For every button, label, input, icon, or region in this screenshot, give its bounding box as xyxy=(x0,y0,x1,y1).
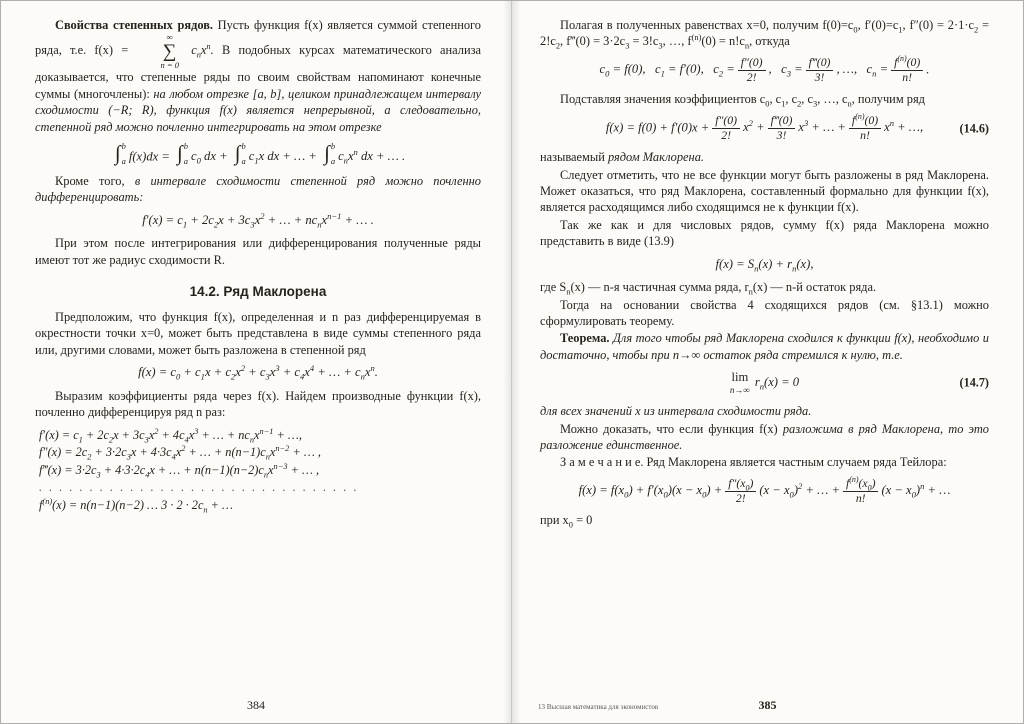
page-left xyxy=(1,1,512,723)
integral-limits xyxy=(122,142,126,166)
equation-number: (14.6) xyxy=(959,120,989,135)
integral-sign xyxy=(177,142,190,166)
integral-sign xyxy=(115,142,128,166)
formula-segment: $(x - x_0)^2$ + … + xyxy=(759,481,840,500)
paragraph-series-assembly: Подставляя значения коэффициентов $c_0$, $c_1$, $c_2$, $c_3$, …, $c_n$, получим ряд xyxy=(560,92,925,109)
paragraph-substitution: Полагая в полученных равенствах x=0, получим $f(0)=c_0$, $f'(0)=c_1$, $f''(0) = 2\cdot 1\cdot c_2 = 2!c_2$, f‴(0) = $3\cdot 2c_3 = 3!c_3$, …, $f^{(n)}(0) = n!c_n$, откуда xyxy=(540,18,989,51)
paragraph-named-series xyxy=(540,149,989,165)
paragraph-lead: Свойства степенных рядов. xyxy=(55,18,214,32)
formula-segment: $(x - x_0)^n$ + … xyxy=(881,481,951,500)
formula-segment: . xyxy=(926,62,930,77)
fraction xyxy=(891,53,923,85)
fraction xyxy=(712,115,740,143)
ellipsis-row: . . . . . . . . . . . . . . . . . . . . . . . . . . . . . . . . xyxy=(39,480,359,495)
paragraph-remark xyxy=(540,454,989,470)
integral-glyph-icon: ∫ xyxy=(114,141,121,166)
integral-lower-limit: a xyxy=(241,156,246,167)
fraction-numerator: $f''(x_0)$ xyxy=(725,478,756,492)
formula-segment: $x^n$ + …, xyxy=(884,118,924,135)
limit-operator xyxy=(730,370,750,396)
remark-label: З а м е ч а н и е. xyxy=(560,455,644,470)
integral-formula xyxy=(35,142,481,166)
fraction xyxy=(738,57,766,85)
fraction-denominator: 3! xyxy=(814,71,825,85)
sum-upper-limit: ∞ xyxy=(166,32,173,43)
equation-number: (14.7) xyxy=(959,375,989,390)
integral-limits xyxy=(242,142,246,166)
taylor-series-formula xyxy=(540,474,989,506)
coefficients-formula xyxy=(540,53,989,85)
sigma-icon: ∑ xyxy=(162,40,177,62)
text-run: В подобных курсах математического анализа доказывается, что степенные ряды по своим свойствам напоминают конечные суммы (многочлены): xyxy=(35,43,481,101)
partial-sum-formula: $f(x) = S_n(x) + r_n(x)$, xyxy=(715,256,814,274)
formula-segment: , $c_3$ = xyxy=(768,62,803,79)
fraction xyxy=(843,474,879,506)
fraction xyxy=(768,115,796,143)
fraction-denominator: n! xyxy=(902,71,913,85)
derivative-formula: $f'(x) = c_1 + 2c_2x + 3c_3x^2$ + … + $nc_nx^{n-1}$ + … . xyxy=(142,210,374,230)
integral-glyph-icon: ∫ xyxy=(234,141,241,166)
paragraph-differentiation xyxy=(35,173,481,206)
text-run-italic: в интервале сходимости степенной ряд можно почленно дифференцировать: xyxy=(35,173,481,205)
text-run-italic: на любом отрезке [a, b], целиком принадлежащем интервалу сходимости (−R; R), функция f(x) является непрерывной, а следовательно, степенной ряд можно почленно интегрировать на этом отрезке xyxy=(35,86,482,134)
integral-limits xyxy=(184,142,188,166)
derivative-line-2: $f''(x) = 2c_2 + 3\cdot 2c_3x + 4\cdot 3c_4x^2$ + … + $n(n-1)c_nx^{n-2}$ + … , xyxy=(39,444,321,462)
fraction-denominator: 2! xyxy=(735,491,746,505)
paragraph-theorem-intro: Тогда на основании свойства 4 сходящихся рядов (см. §13.1) можно сформулировать теорему. xyxy=(540,297,989,329)
paragraph-caution: Следует отметить, что не все функции могут быть разложены в ряд Маклорена. Может оказаться, что ряд Маклорена, составленный формально для функции f(x), является расходящимся либо сходящимся не к функции f(x). xyxy=(540,167,989,215)
integral-lower-limit: a xyxy=(121,156,126,167)
integral-lower-limit: a xyxy=(330,156,336,167)
paragraph-coefficients-intro: Выразим коэффициенты ряда через f(x). Найдем производные функции f(x), почленно дифференцируя ряд n раз: xyxy=(35,388,481,420)
theorem-label: Теорема. xyxy=(560,331,610,346)
paragraph-radius: При этом после интегрирования или дифференцирования полученные ряды имеют тот же радиус сходимости R. xyxy=(35,236,481,267)
fraction-numerator: f″(0) xyxy=(738,57,766,71)
paragraph-remainder-definition: где $S_n(x)$ — n-я частичная сумма ряда, $r_n(x)$ — n-й остаток ряда. xyxy=(540,280,877,297)
formula-segment: $x^2$ + xyxy=(743,118,765,135)
paragraph-assumption: Предположим, что функция f(x), определенная и n раз дифференцируемая в окрестности точки x=0, может быть представлена в виде суммы степенного ряда или, другими словами, может быть разложена в степенной ряд xyxy=(35,310,481,357)
fraction-numerator: f‴(0) xyxy=(806,57,834,71)
sum-lower-limit: n = 0 xyxy=(160,59,179,70)
integral-limits xyxy=(331,142,335,166)
text-run: называемый xyxy=(540,150,608,165)
text-run: Можно доказать, что если функция f(x) xyxy=(560,421,783,436)
math-run: $c_nx^n$. xyxy=(191,41,214,60)
fraction-numerator: $f^{(n)}(0)$ xyxy=(849,115,881,129)
fraction-denominator: 2! xyxy=(721,129,732,143)
integral-sign xyxy=(235,142,248,166)
integral-sign xyxy=(324,142,337,166)
fraction xyxy=(849,111,881,143)
derivatives-system xyxy=(39,428,481,513)
power-series-formula: $f(x) = c_0 + c_1x + c_2x^2 + c_3x^3 + c_4x^4$ + … + $c_nx^n$. xyxy=(138,363,378,382)
integral-glyph-icon: ∫ xyxy=(324,141,330,166)
fraction xyxy=(806,57,834,85)
maclaurin-series-formula xyxy=(540,111,989,143)
paragraph-partial-sum-intro: Так же как и для числовых рядов, сумму f(x) ряда Маклорена можно представить в виде (13.9) xyxy=(540,217,989,249)
page-number-right: 385 xyxy=(758,698,777,712)
integral-upper-limit: b xyxy=(183,140,189,151)
formula-segment: $c_0 = f(0)$, $c_1 = f'(0)$, $c_2$ = xyxy=(599,62,735,79)
paragraph-theorem xyxy=(540,330,989,363)
lim-subscript: n→∞ xyxy=(729,384,750,395)
text-run-italic: рядом Маклорена. xyxy=(607,150,704,165)
limit-formula xyxy=(540,370,989,396)
formula-segment: , …, $c_n$ = xyxy=(836,62,889,79)
section-heading: 14.2. Ряд Маклорена xyxy=(189,284,327,300)
integral-glyph-icon: ∫ xyxy=(177,141,183,166)
text-run: Кроме того, xyxy=(55,173,135,188)
paragraph-at-zero: при $x_0 = 0$ xyxy=(540,513,593,530)
formula-segment: f(x)dx = xyxy=(128,149,170,164)
fraction-numerator: $f^{(n)}(0)$ xyxy=(891,57,923,71)
fraction-denominator: 2! xyxy=(746,71,757,85)
page-number-left: 384 xyxy=(247,698,265,712)
text-run: Пусть функция f(x) является суммой степенного ряда, т.е. f(x) = xyxy=(35,18,481,58)
formula-segment: $c_1x$ dx + … + xyxy=(248,149,317,166)
paragraph-convergence-interval: для всех значений x из интервала сходимости ряда. xyxy=(540,404,812,419)
formula-segment: $c_0$ dx + xyxy=(191,149,228,166)
fraction-denominator: n! xyxy=(855,491,866,505)
text-run: Ряд Маклорена является частным случаем ряда Тейлора: xyxy=(643,455,947,470)
derivative-line-3: f‴(x) = $3\cdot 2c_3 + 4\cdot 3\cdot 2c_4x$ + … + $n(n-1)(n-2)c_nx^{n-3}$ + … , xyxy=(39,461,320,480)
fraction-numerator: $f^{(n)}(x_0)$ xyxy=(843,478,879,492)
edition-signature-note: 13 Высшая математика для экономистов xyxy=(538,703,659,711)
integral-lower-limit: a xyxy=(183,156,189,167)
page-right xyxy=(512,1,1023,723)
formula-segment: $f(x) = f(x_0) + f'(x_0)(x - x_0)$ + xyxy=(578,483,723,500)
integral-upper-limit: b xyxy=(241,140,246,151)
formula-segment: f(x) = f(0) + f′(0)x + xyxy=(605,120,710,135)
summation-symbol xyxy=(140,33,179,69)
paragraph-power-series-properties xyxy=(35,17,481,135)
formula-segment: $c_nx^n$ dx + … . xyxy=(338,147,406,166)
formula-segment: $r_n(x) = 0$ xyxy=(754,375,800,392)
formula-segment: $x^3$ + … + xyxy=(798,118,846,135)
fraction-denominator: n! xyxy=(860,129,870,143)
paragraph-uniqueness xyxy=(540,421,989,454)
theorem-statement: Для того чтобы ряд Маклорена сходился к функции f(x), необходимо и достаточно, чтобы при n→∞ остаток ряда стремился к нулю, т.е. xyxy=(540,331,989,362)
text-run-italic: разложима в ряд Маклорена, то это разложение единственное. xyxy=(540,421,989,452)
fraction xyxy=(725,478,756,506)
fraction-denominator: 3! xyxy=(776,129,787,143)
derivative-line-1: $f'(x) = c_1 + 2c_2x + 3c_3x^2 + 4c_4x^3$ + … + $nc_nx^{n-1}$ + …, xyxy=(39,426,302,445)
lim-word: lim xyxy=(731,370,749,385)
integral-upper-limit: b xyxy=(330,140,336,151)
fraction-numerator: f‴(0) xyxy=(768,115,796,129)
fraction-numerator: f″(0) xyxy=(712,115,740,129)
derivative-line-n: $f^{(n)}(x) = n(n-1)(n-2)$ … $3 \cdot 2 \cdot 2c_n$ + … xyxy=(39,496,233,515)
integral-upper-limit: b xyxy=(121,140,126,151)
